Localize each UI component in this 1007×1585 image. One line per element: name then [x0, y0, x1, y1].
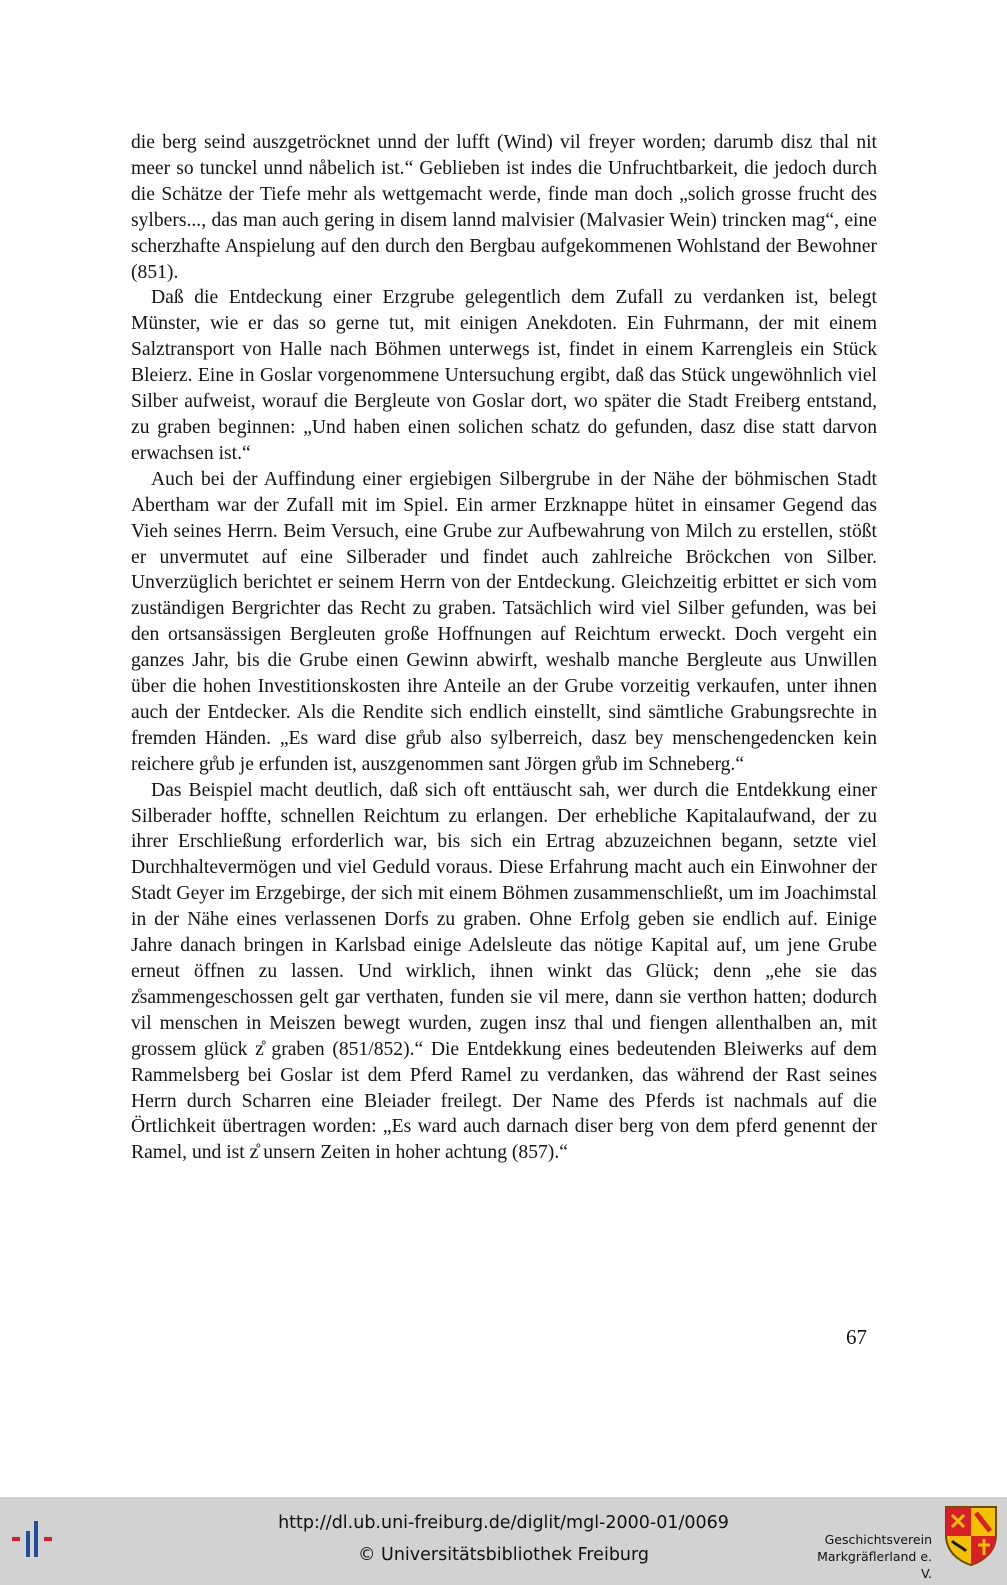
paragraph-2: Daß die Entdeckung einer Erzgrube gelegentlich dem Zufall zu verdanken ist, belegt Münster, wie er das so gerne tut, mit einigen Anekdoten. Ein Fuhrmann, der mit einem Salztransport von Halle nach Böhmen unterwegs ist, findet in einem Karrengleis ein Stück Bleierz. Eine in Goslar vorgenommene Untersuchung ergibt, daß das Stück ungewöhnlich viel Silber aufweist, worauf die Bergleute von Goslar dort, wo später die Stadt Freiberg entstand, zu graben beginnen: „Und haben einen solichen schatz do gefunden, dasz dise statt darvon erwachsen ist.“: [131, 287, 877, 464]
copyright-credit: © Universitätsbibliothek Freiburg: [357, 1545, 650, 1565]
main-text: [131, 130, 877, 1166]
page-number: 67: [846, 1325, 867, 1349]
paragraph-3: Auch bei der Auffindung einer ergiebigen Silbergrube in der Nähe der böhmischen Stadt Abertham war der Zufall mit im Spiel. Ein armer Erzknappe hütet in einsamer Gegend das Vieh seines Herrn. Beim Versuch, eine Grube zur Aufbewahrung von Milch zu erstellen, stößt er unvermutet auf eine Silberader und findet auch zahlreiche Bröckchen von Silber. Unverzüglich berichtet er seinem Herrn von der Entdeckung. Gleichzeitig erbittet er sich vom zuständigen Bergrichter das Recht zu graben. Tatsächlich wird viel Silber gefunden, was bei den ortsansässigen Bergleuten große Hoffnungen auf Reichtum erweckt. Doch vergeht ein ganzes Jahr, bis die Grube einen Gewinn abwirft, weshalb manche Bergleute aus Unwillen über die hohen Investitionskosten ihre Anteile an der Grube vorzeitig verkaufen, unter ihnen auch der Entdecker. Als die Rendite sich endlich einstellt, sind sämtliche Grabungsrechte in fremden Händen. „Es ward dise gr̊ub also sylberreich, dasz bey menschengedencken kein reichere gr̊ub je erfunden ist, auszgenommen sant Jörgen gr̊ub im Schneberg.“: [131, 468, 877, 775]
society-line-2: Markgräflerland e. V.: [817, 1549, 932, 1581]
coat-of-arms-icon: [944, 1505, 998, 1572]
society-name: [812, 1531, 932, 1582]
society-line-1: Geschichtsverein: [824, 1532, 932, 1547]
paragraph-1: die berg seind auszgetröcknet unnd der lufft (Wind) vil freyer worden; darumb disz thal nit meer so tunckel unnd nåbelich ist.“ Geblieben ist indes die Unfruchtbarkeit, die jedoch durch die Schätze der Tiefe mehr als wettgemacht werde, finde man doch „solich grosse frucht des sylbers..., das man auch gering in disem lannd malvisier (Malvasier Wein) trincken mag“, eine scherzhafte Anspielung auf den durch den Bergbau aufgekommenen Wohlstand der Bewohner (851).: [131, 132, 877, 283]
source-url[interactable]: http://dl.ub.uni-freiburg.de/diglit/mgl-2000-01/0069: [278, 1513, 729, 1533]
paragraph-4: Das Beispiel macht deutlich, daß sich oft enttäuscht sah, wer durch die Entdekkung einer Silberader hoffte, schnellen Reichtum zu erlangen. Der erhebliche Kapitalaufwand, der zu ihrer Erschließung erforderlich war, bis sich ein Ertrag abzuzeichnen begann, setzte viel Durchhaltevermögen und viel Geduld voraus. Diese Erfahrung macht auch ein Einwohner der Stadt Geyer im Erzgebirge, der sich mit einem Böhmen zusammenschließt, um im Joachimstal in der Nähe eines verlassenen Dorfs zu graben. Ohne Erfolg geben sie endlich auf. Einige Jahre danach bringen in Karlsbad einige Adelsleute das nötige Kapital auf, um jene Grube erneut öffnen zu lassen. Und wirklich, ihnen winkt das Glück; denn „ehe sie das z̊sammengeschossen gelt gar verthaten, funden sie vil mere, dann sie verthon hatten; dodurch vil menschen in Meiszen bewegt wurden, zugen insz thal und fiengen allenthalben an, mit grossem glück z̊ graben (851/852).“ Die Entdekkung eines bedeutenden Bleiwerks auf dem Rammelsberg bei Goslar ist dem Pferd Ramel zu verdanken, das während der Rast seines Herrn durch Scharren eine Bleiader freilegt. Der Name des Pferds ist nachmals auf die Örtlichkeit übertragen worden: „Es ward auch darnach diser berg von dem pferd genennt der Ramel, und ist z̊ unsern Zeiten in hoher achtung (857).“: [131, 779, 877, 1164]
footer-bar: [0, 1497, 1007, 1585]
